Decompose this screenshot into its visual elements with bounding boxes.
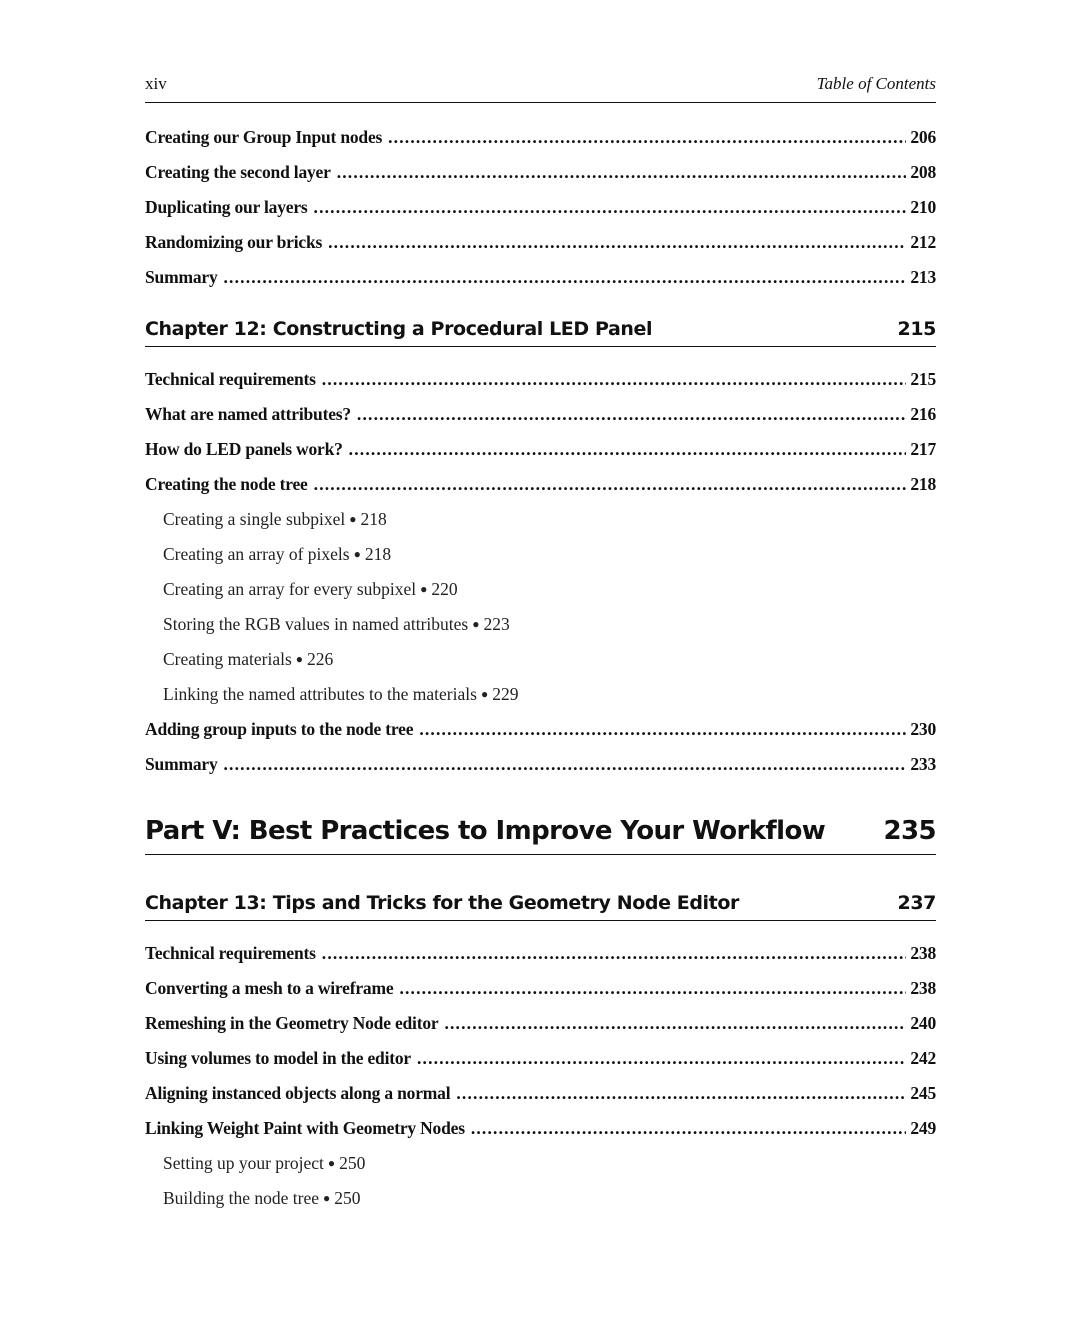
dot-leader [417, 1048, 906, 1069]
entry-page: 212 [910, 232, 936, 252]
toc-subentry[interactable] [163, 1188, 361, 1212]
toc-entry[interactable] [145, 127, 936, 151]
entry-label: Duplicating our layers [145, 197, 308, 217]
entry-page: 218 [910, 474, 936, 494]
entry-label: Technical requirements [145, 369, 316, 389]
entry-page: 240 [910, 1013, 936, 1033]
part-title: Part V: Best Practices to Improve Your Workflow [145, 816, 826, 846]
entry-label: Summary [145, 754, 218, 774]
subentry-label: Linking the named attributes to the materials [163, 684, 477, 704]
entry-page: 242 [910, 1048, 936, 1068]
toc-entry[interactable] [145, 232, 936, 256]
subentry-label: Building the node tree [163, 1188, 320, 1208]
entry-page: 215 [910, 369, 936, 389]
entry-page: 233 [910, 754, 936, 774]
entry-page: 249 [910, 1118, 936, 1138]
entry-label: Adding group inputs to the node tree [145, 719, 414, 739]
dot-leader [357, 404, 906, 425]
chapter-page: 215 [897, 318, 936, 340]
toc-entry[interactable] [145, 162, 936, 186]
entry-page: 210 [910, 197, 936, 217]
subentry-label: Creating a single subpixel [163, 509, 346, 529]
entry-label: Linking Weight Paint with Geometry Nodes [145, 1118, 465, 1138]
entry-page: 238 [910, 978, 936, 998]
entry-label: Converting a mesh to a wireframe [145, 978, 394, 998]
entry-page: 230 [910, 719, 936, 739]
part-heading[interactable] [145, 816, 936, 855]
bullet-icon: ● [327, 1156, 336, 1170]
running-title: Table of Contents [816, 74, 936, 93]
entry-label: What are named attributes? [145, 404, 351, 424]
dot-leader [399, 978, 906, 999]
dot-leader [349, 439, 907, 460]
dot-leader [224, 267, 907, 288]
entry-label: Creating the second layer [145, 162, 331, 182]
dot-leader [314, 474, 907, 495]
page-folio: xiv [145, 74, 167, 93]
toc-entry[interactable] [145, 474, 936, 498]
chapter-title: Chapter 13: Tips and Tricks for the Geometry Node Editor [145, 892, 739, 914]
subentry-page: 229 [492, 684, 519, 704]
toc-entry[interactable] [145, 439, 936, 463]
toc-entry[interactable] [145, 1083, 936, 1107]
subentry-page: 218 [360, 509, 387, 529]
dot-leader [328, 232, 906, 253]
subentry-page: 226 [307, 649, 334, 669]
subentry-page: 220 [431, 579, 458, 599]
subentry-page: 250 [339, 1153, 366, 1173]
entry-label: How do LED panels work? [145, 439, 343, 459]
dot-leader [419, 719, 906, 740]
dot-leader [224, 754, 907, 775]
chapter-heading[interactable] [145, 316, 936, 347]
dot-leader [471, 1118, 907, 1139]
subentry-page: 218 [364, 544, 392, 564]
entry-label: Creating our Group Input nodes [145, 127, 383, 147]
entry-page: 213 [910, 267, 936, 287]
toc-entry[interactable] [145, 1118, 936, 1142]
toc-subentry[interactable] [163, 614, 510, 638]
subentry-label: Creating an array for every subpixel [163, 579, 417, 599]
dot-leader [322, 943, 907, 964]
subentry-label: Creating an array of pixels [163, 544, 350, 564]
dot-leader [322, 369, 907, 390]
subentry-page: 223 [483, 614, 510, 634]
toc-subentry[interactable] [163, 684, 518, 708]
bullet-icon: ● [295, 652, 304, 666]
toc-entry[interactable] [145, 404, 936, 428]
toc-entry[interactable] [145, 267, 936, 291]
entry-label: Randomizing our bricks [145, 232, 323, 252]
toc-entry[interactable] [145, 719, 936, 743]
running-head [145, 72, 936, 103]
toc-entry[interactable] [145, 1013, 936, 1037]
subentry-label: Setting up your project [163, 1153, 324, 1173]
subentry-page: 250 [334, 1188, 361, 1208]
entry-label: Creating the node tree [145, 474, 308, 494]
toc-subentry[interactable] [163, 509, 387, 533]
bullet-icon: ● [323, 1191, 331, 1205]
bullet-icon: ● [480, 687, 489, 701]
entry-page: 238 [910, 943, 936, 963]
entry-label: Technical requirements [145, 943, 316, 963]
chapter-title: Chapter 12: Constructing a Procedural LED Panel [145, 318, 653, 340]
dot-leader [388, 127, 906, 148]
entry-label: Summary [145, 267, 218, 287]
toc-subentry[interactable] [163, 1153, 365, 1177]
toc-subentry[interactable] [163, 544, 391, 568]
dot-leader [456, 1083, 906, 1104]
entry-page: 208 [910, 162, 936, 182]
toc-entry[interactable] [145, 978, 936, 1002]
subentry-label: Storing the RGB values in named attributes [163, 614, 469, 634]
subentry-label: Creating materials [163, 649, 292, 669]
chapter-heading[interactable] [145, 890, 936, 921]
toc-subentry[interactable] [163, 579, 458, 603]
entry-page: 216 [910, 404, 936, 424]
dot-leader [337, 162, 907, 183]
entry-page: 245 [910, 1083, 936, 1103]
toc-entry[interactable] [145, 369, 936, 393]
entry-label: Aligning instanced objects along a normal [145, 1083, 451, 1103]
part-page: 235 [883, 816, 936, 846]
toc-entry[interactable] [145, 1048, 936, 1072]
dot-leader [314, 197, 907, 218]
toc-entry[interactable] [145, 197, 936, 221]
chapter-page: 237 [897, 892, 936, 914]
entry-label: Remeshing in the Geometry Node editor [145, 1013, 439, 1033]
bullet-icon: ● [420, 582, 428, 596]
bullet-icon: ● [353, 547, 361, 561]
entry-page: 206 [910, 127, 936, 147]
entry-label: Using volumes to model in the editor [145, 1048, 411, 1068]
dot-leader [444, 1013, 906, 1034]
toc-entry[interactable] [145, 754, 936, 778]
toc-subentry[interactable] [163, 649, 333, 673]
bullet-icon: ● [349, 512, 357, 526]
bullet-icon: ● [472, 617, 480, 631]
entry-page: 217 [910, 439, 936, 459]
toc-entry[interactable] [145, 943, 936, 967]
